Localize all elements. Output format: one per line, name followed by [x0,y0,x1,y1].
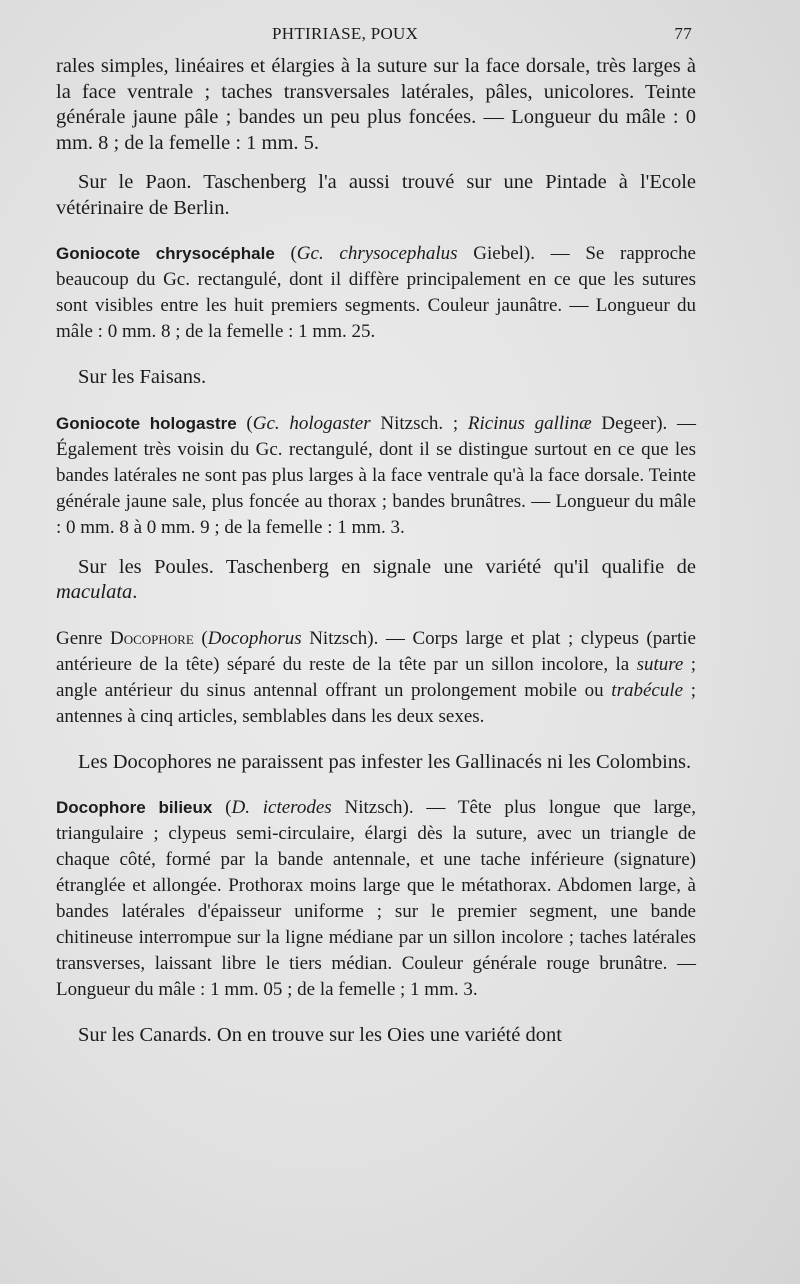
paragraph-host-paon [56,170,696,221]
author-ref: Nitzsch. ; [370,412,468,434]
entry-description: Degeer). — Également très voisin du Gc. rectangulé, dont il se distingue surtout en ce que les bandes latérales ne sont pas plus larges à la face ventrale qu'à la face dorsale. Teinte générale jaune sale, plus foncée au thorax ; bandes brunâtres. — Longueur du mâle : 0 mm. 8 à 0 mm. 9 ; de la femelle : 1 mm. 3. [56,412,697,538]
paragraph-text: Les Docophores ne paraissent pas infester les Gallinacés ni les Colombins. [78,750,692,773]
variety-name: maculata [56,581,133,603]
entry-goniocote-hologastre [56,411,696,541]
paren: ( [212,797,232,818]
paragraph-text: Sur les Poules. Taschenberg en signale une variété qu'il qualifie de [78,555,696,578]
paragraph-text: Sur le Paon. Taschenberg l'a aussi trouvé sur une Pintade à l'Ecole vétérinaire de Berlin. [56,171,696,219]
paragraph-continuation [56,54,696,156]
latin-name: D. icterodes [231,797,332,818]
entry-docophore-bilieux [56,795,696,1003]
entry-description-end: ; antennes à cinq articles, semblables dans les deux sexes. [56,679,696,727]
paren: ( [274,243,297,264]
entry-description-cont: ; angle antérieur du sinus antennal offrant un prolongement mobile ou [56,653,697,701]
paragraph-text: Sur les Canards. On en trouve sur les Oies une variété dont [78,1024,562,1046]
paragraph-host-faisans [56,365,696,391]
latin-synonym: Ricinus gallinæ [467,412,592,434]
paragraph-text: Sur les Faisans. [78,366,207,388]
latin-name: Docophorus [207,627,302,649]
running-header [56,24,696,54]
entry-goniocote-chrysocephale [56,241,696,345]
paren: ( [193,627,208,649]
paragraph-host-poules [56,555,696,606]
latin-name: Gc. hologaster [252,412,371,434]
latin-name: Gc. chrysocephalus [296,243,458,264]
genus-name: Docophore [109,627,194,649]
paragraph-text: rales simples, linéaires et élargies à la suture sur la face dorsale, très larges à la face ventrale ; taches transversales latérales, pâles, unicolores. Teinte générale jaune pâle ; bandes un peu plus foncées. — Longueur du mâle : 0 mm. 8 ; de la femelle : 1 mm. 5. [56,55,696,154]
term-suture: suture [636,653,684,675]
paragraph-docophores-note [56,750,696,776]
entry-description: Nitzsch). — Corps large et plat ; clypeus (partie antérieure de la tête) séparé du reste de la tête par un sillon incolore, la [56,627,696,675]
genus-lead: Genre [56,627,110,649]
paren: ( [236,412,253,434]
paragraph-host-canards [56,1023,696,1049]
punctuation: . [132,581,138,603]
term-trabecule: trabécule [611,679,684,701]
entry-description: Giebel). — Se rapproche beaucoup du Gc. rectangulé, dont il diffère principalement en ce que les sutures sont visibles entre les huit premiers segments. Couleur jaunâtre. — Longueur du mâle : 0 mm. 8 ; de la femelle : 1 mm. 25. [56,243,696,342]
entry-genre-docophore [56,626,696,730]
entry-description: Nitzsch). — Tête plus longue que large, triangulaire ; clypeus semi-circulaire, élargi dès la suture, avec un triangle de chaque côté, formé par la bande antennale, et une tache inférieure (signature) étranglée et allongée. Prothorax moins large que le métathorax. Abdomen large, à bandes latérales d'épaisseur uniforme ; sur le premier segment, une bande chitineuse interrompue sur la ligne médiane par un sillon incolore ; taches latérales transverses, laissant libre le tiers médian. Couleur générale rouge brunâtre. — Longueur du mâle : 1 mm. 05 ; de la femelle ; 1 mm. 3. [56,797,696,1000]
species-name: Goniocote chrysocéphale [56,244,275,263]
species-name: Docophore bilieux [56,798,213,817]
running-title: PHTIRIASE, POUX [272,24,419,43]
page-number: 77 [674,24,692,43]
species-name: Goniocote hologastre [56,413,237,433]
